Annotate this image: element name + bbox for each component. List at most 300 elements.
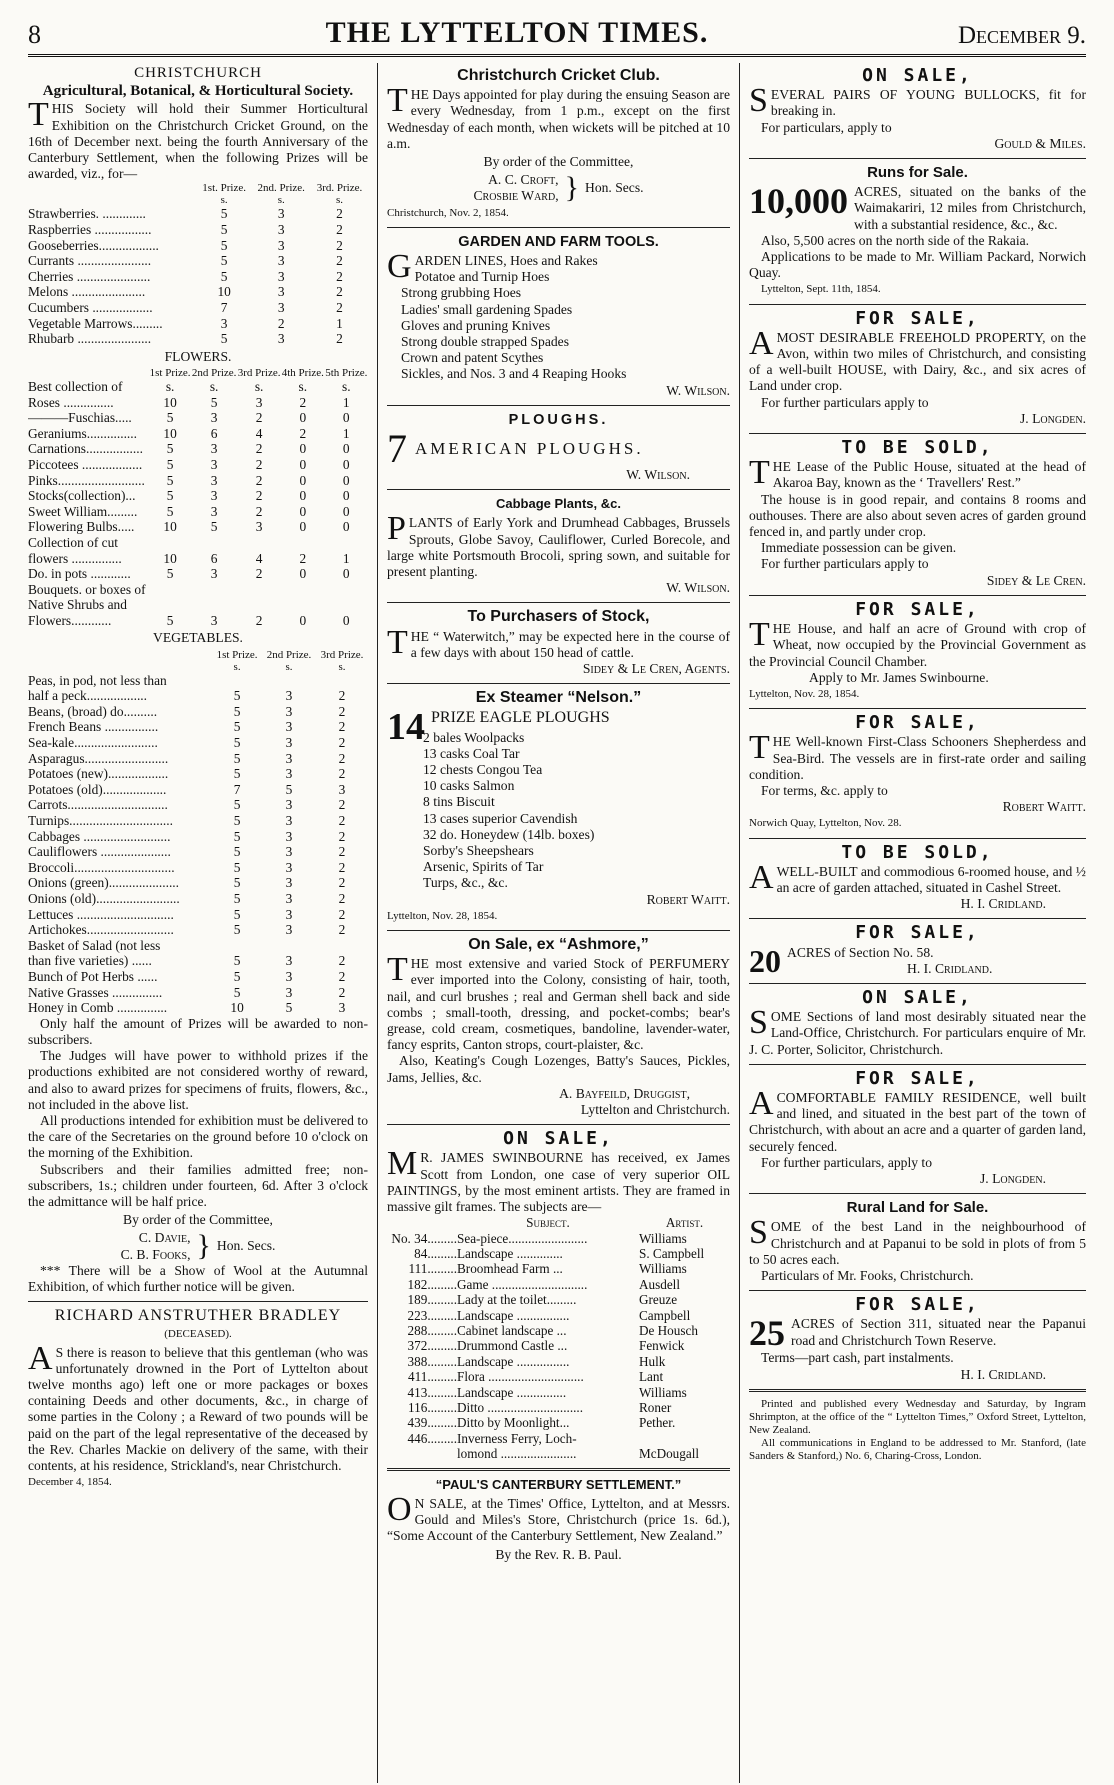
flower-row xyxy=(28,473,368,489)
divider xyxy=(28,1301,368,1302)
flower-row-cell: 2 xyxy=(255,488,263,504)
fruit-row-cell: 2 xyxy=(336,331,343,347)
veg-row-cell: 2 xyxy=(338,890,346,906)
divider xyxy=(749,1389,1086,1392)
painting-row-cell: Landscape ............... xyxy=(457,1384,567,1400)
veg-row xyxy=(28,766,368,782)
fruit-row-cell: Strawberries. ............. xyxy=(28,206,146,222)
flower-row-cell: Do. in pots ............ xyxy=(28,566,131,582)
flower-row-cell: ———Fuschias..... xyxy=(28,410,132,426)
flower-row-cell: 1 xyxy=(342,550,350,566)
veg-row-cell: 3 xyxy=(285,875,293,891)
painting-row xyxy=(387,1446,730,1461)
residence-for: For further particulars, apply to xyxy=(761,1154,933,1170)
divider xyxy=(387,683,730,684)
flower-row-cell: Pinks.......................... xyxy=(28,472,145,488)
landoffice-ad xyxy=(749,986,1086,1058)
veg-row-cell: Honey in Comb ............... xyxy=(28,1000,168,1016)
schooners-date: Norwich Quay, Lyttelton, Nov. 28. xyxy=(749,817,902,830)
painting-row xyxy=(387,1431,730,1446)
imprint-printer: Printed and published every Wednesday and Saturday, by Ingram Shrimpton, at the office of the “ Lyttelton Times,” Oxford Street, Lyttelton, New Zealand. xyxy=(749,1397,1086,1436)
veg-row-cell: Carrots.............................. xyxy=(28,797,168,813)
flower-row-cell: 5 xyxy=(166,612,174,628)
fruit-row-cell: 5 xyxy=(220,268,228,284)
painting-row-cell: Hulk xyxy=(638,1353,666,1369)
veg-row-cell: 2 xyxy=(338,859,346,875)
veg-row-cell: 10 xyxy=(230,1000,244,1016)
stock-body: THE “ Waterwitch,” may be expected here in the course of a few days with about 150 head of cattle. xyxy=(387,623,730,661)
section311-terms: Terms—part cash, part instalments. xyxy=(761,1350,954,1366)
painting-row-cell: 111......... xyxy=(408,1261,457,1277)
veg-row-cell: 3 xyxy=(338,1000,346,1016)
flower-row-cell: Flowering Bulbs..... xyxy=(28,519,135,535)
flower-row-cell xyxy=(191,597,237,613)
veg-row-cell: 5 xyxy=(233,875,241,891)
fruit-row xyxy=(28,331,368,347)
ashmore-heading: On Sale, ex “Ashmore,” xyxy=(468,935,649,953)
divider xyxy=(749,838,1086,839)
fruit-prize-table xyxy=(28,182,368,346)
landoffice-body: SOME Sections of land most desirably situated near the Land-Office, Christchurch. For particulars enquire of Mr. J. C. Porter, Solicitor, Christchurch. xyxy=(749,1004,1086,1057)
veg-row xyxy=(28,953,368,969)
fruit-row-cell: Raspberries ................. xyxy=(28,222,152,238)
nelson-quantity: 14 xyxy=(387,705,425,748)
veg-row-cell: 3 xyxy=(285,813,293,829)
veg-row-cell: Cauliflowers ..................... xyxy=(28,844,171,860)
veg-row-cell: 2 xyxy=(338,953,346,969)
flower-row-cell: 3 xyxy=(210,456,218,472)
painting-row-cell: Lady at the toilet......... xyxy=(457,1292,577,1308)
flower-row-cell: Native Shrubs and xyxy=(28,597,127,613)
schooners-ad xyxy=(749,712,1086,831)
painting-row xyxy=(387,1415,730,1430)
painting-row-cell: Ausdell xyxy=(638,1276,681,1292)
veg-row-cell: 3 xyxy=(285,688,293,704)
flower-header-row-cell: 3rd Prize. xyxy=(237,366,281,379)
vegetable-prize-table xyxy=(28,649,368,1016)
nelson-date: Lyttelton, Nov. 28, 1854. xyxy=(387,909,498,922)
fruit-units-row-cell: s. xyxy=(335,194,343,207)
veg-header-row-cell xyxy=(28,649,212,661)
veg-row-cell: 2 xyxy=(338,735,346,751)
flower-row-cell: 5 xyxy=(166,503,174,519)
fruit-row-cell: 7 xyxy=(220,299,228,315)
paintings-body: MR. JAMES SWINBOURNE has received, ex James Scott from London, one case of very superior OIL PAINTINGS, by the most eminent artists. They are framed in massive gilt frames. The subjects are— xyxy=(387,1145,730,1214)
cashel-ad xyxy=(749,841,1086,913)
residence-body: ACOMFORTABLE FAMILY RESIDENCE, well built and lined, and situated in the best part of the town of Christchurch, with about an acre and a quarter of garden land, securely fenced. xyxy=(749,1084,1086,1154)
bullocks-ad xyxy=(749,65,1086,152)
nelson-item: 32 do. Honeydew (14lb. boxes) xyxy=(423,826,595,842)
veg-row-cell: 5 xyxy=(233,735,241,751)
society-secretaries xyxy=(28,1230,368,1262)
veg-header-row-cell: 1st Prize. xyxy=(216,648,258,661)
section311-ad xyxy=(749,1294,1086,1383)
veg-row-cell: 3 xyxy=(285,703,293,719)
painting-row-cell: 182......... xyxy=(407,1276,457,1292)
flower-row xyxy=(28,519,368,535)
veg-row-cell: 5 xyxy=(233,890,241,906)
flower-row-cell: 0 xyxy=(342,410,350,426)
runs-apply: Applications to be made to Mr. William Packard, Norwich Quay. xyxy=(749,249,1086,281)
bullocks-for: For particulars, apply to xyxy=(761,119,892,135)
veg-units-row xyxy=(28,661,368,673)
flowers-heading: FLOWERS. xyxy=(164,348,232,364)
veg-row-cell: 2 xyxy=(338,766,346,782)
flower-row-cell: 0 xyxy=(342,566,350,582)
schooners-body: THE Well-known First-Class Schooners Shepherdess and Sea-Bird. The vessels are in first-rate order and sailing condition. xyxy=(749,729,1086,782)
fruit-row xyxy=(28,316,368,332)
fruit-units-row-cell: s. xyxy=(277,194,285,207)
travellers-detail: The house is in good repair, and contains 8 rooms and outhouses. There are also about seven acres of garden ground fenced in, and partly under crop. xyxy=(749,491,1086,540)
painting-row-cell: Cabinet landscape ... xyxy=(457,1323,567,1339)
painting-row xyxy=(387,1369,730,1384)
brace-glyph: } xyxy=(196,1229,211,1263)
veg-row-cell: 3 xyxy=(285,750,293,766)
veg-row-cell: 3 xyxy=(285,719,293,735)
cricket-order: By order of the Committee, xyxy=(483,154,634,170)
fruit-row-cell: Melons ...................... xyxy=(28,284,146,300)
painting-row-cell: De Housch xyxy=(638,1323,698,1339)
divider xyxy=(387,227,730,228)
vegetables-heading: VEGETABLES. xyxy=(153,630,243,646)
painting-row-cell xyxy=(639,1431,730,1446)
veg-row xyxy=(28,875,368,891)
fruit-row-cell: 5 xyxy=(220,253,228,269)
painting-row xyxy=(387,1354,730,1369)
painting-row-cell: 446......... xyxy=(407,1430,457,1446)
flower-row-cell: 3 xyxy=(210,612,218,628)
veg-row-cell: 3 xyxy=(285,906,293,922)
flower-row-cell: 2 xyxy=(255,441,263,457)
veg-row-cell: 2 xyxy=(338,922,346,938)
fruit-row-cell: 3 xyxy=(277,268,285,284)
painting-row-cell: Sea-piece........................ xyxy=(457,1230,588,1246)
veg-row xyxy=(28,782,368,798)
veg-row xyxy=(28,922,368,938)
section58-acreage: 20 xyxy=(749,942,781,979)
veg-row xyxy=(28,797,368,813)
veg-row-cell: half a peck.................. xyxy=(28,688,147,704)
painting-row-cell: Pether. xyxy=(638,1415,676,1431)
veg-row xyxy=(28,907,368,923)
flower-row-cell: 3 xyxy=(210,566,218,582)
paintings-table xyxy=(387,1215,730,1462)
society-note-3: All productions intended for exhibition must be delivered to the care of the Secretaries on the ground before 10 o'clock on the morning of the Exhibition. xyxy=(28,1112,368,1161)
ploughs-ad xyxy=(387,412,730,483)
wheat-apply: Apply to Mr. James Swinbourne. xyxy=(809,669,989,685)
fruit-row-cell: 2 xyxy=(336,206,343,222)
bradley-subheading: (DECEASED). xyxy=(164,1328,232,1341)
veg-row xyxy=(28,704,368,720)
flower-header-row-cell: 1st Prize. xyxy=(149,366,191,379)
fruit-row-cell: Vegetable Marrows......... xyxy=(28,315,163,331)
bullocks-heading: ON SALE, xyxy=(862,65,973,86)
divider xyxy=(387,1468,730,1471)
divider xyxy=(749,708,1086,709)
divider xyxy=(749,1064,1086,1065)
veg-row-cell: 2 xyxy=(338,750,346,766)
wheat-date: Lyttelton, Nov. 28, 1854. xyxy=(749,687,860,700)
veg-row-cell: 5 xyxy=(285,1000,293,1016)
veg-row-cell: Asparagus......................... xyxy=(28,750,169,766)
painting-row xyxy=(387,1292,730,1307)
cashel-body: AWELL-BUILT and commodious 6-roomed house, and ½ an acre of garden attached, situated in Cashel Street. xyxy=(749,858,1086,896)
fruit-units-row-cell: s. xyxy=(220,194,228,207)
veg-row xyxy=(28,1000,368,1016)
runs-also: Also, 5,500 acres on the north side of the Rakaia. xyxy=(761,232,1030,248)
fruit-row-cell: 2 xyxy=(336,284,343,300)
veg-row-cell: Onions (old)......................... xyxy=(28,890,180,906)
residence-heading: FOR SALE, xyxy=(855,1067,980,1089)
freehold-heading: FOR SALE, xyxy=(855,307,980,329)
society-heading-2: Agricultural, Botanical, & Horticultural Society. xyxy=(42,83,354,100)
fruit-row xyxy=(28,300,368,316)
fruit-row-cell: 3 xyxy=(277,299,285,315)
rural-particulars: Particulars of Mr. Fooks, Christchurch. xyxy=(761,1268,974,1283)
flower-row xyxy=(28,395,368,411)
veg-row-cell: 5 xyxy=(233,859,241,875)
veg-row xyxy=(28,969,368,985)
veg-units-row-cell: s. xyxy=(285,660,293,673)
nelson-first-line: PRIZE EAGLE PLOUGHS xyxy=(431,708,610,726)
painting-row-cell: McDougall xyxy=(638,1446,700,1462)
flower-row-cell: flowers ............... xyxy=(28,550,122,566)
nelson-item: 8 tins Biscuit xyxy=(423,794,495,810)
flower-row xyxy=(28,410,368,426)
veg-row xyxy=(28,735,368,751)
veg-row-cell: 5 xyxy=(233,813,241,829)
painting-row-cell: Campbell xyxy=(638,1307,691,1323)
painting-row-cell: Lant xyxy=(638,1369,664,1385)
veg-row xyxy=(28,860,368,876)
divider xyxy=(387,1124,730,1125)
flower-row-cell: 10 xyxy=(163,550,177,566)
flower-prize-table xyxy=(28,367,368,629)
veg-row xyxy=(28,829,368,845)
flower-row-cell: 5 xyxy=(166,410,174,426)
veg-row-cell: 3 xyxy=(285,922,293,938)
nelson-list xyxy=(387,730,730,892)
veg-row-cell: than five varieties) ...... xyxy=(28,953,152,969)
veg-row-cell: 2 xyxy=(338,797,346,813)
divider xyxy=(387,489,730,490)
painting-row-cell: 388......... xyxy=(407,1353,457,1369)
flower-row-cell: 0 xyxy=(299,410,307,426)
cricket-secretary-1: A. C. Croft, xyxy=(488,172,559,188)
veg-row-cell: 2 xyxy=(338,844,346,860)
wool-notice: *** There will be a Show of Wool at the Autumnal Exhibition, of which further notice will be given. xyxy=(28,1262,368,1294)
veg-row-cell xyxy=(316,673,368,689)
veg-row xyxy=(28,938,368,954)
rural-body: SOME of the best Land in the neighbourhood of Christchurch and at Papanui to be sold in plots of from 5 to 50 acres each. xyxy=(749,1214,1086,1267)
fruit-row-cell: 3 xyxy=(277,222,285,238)
painting-row xyxy=(387,1323,730,1338)
section58-body: ACRES of Section No. 58. xyxy=(787,944,934,960)
nelson-item: Turps, &c., &c. xyxy=(423,875,508,891)
fruit-units-row-cell xyxy=(28,194,197,206)
fruit-row-cell: 2 xyxy=(336,299,343,315)
issue-date: December 9. xyxy=(957,22,1086,49)
tools-list xyxy=(387,248,730,383)
divider xyxy=(749,918,1086,919)
veg-row-cell: 5 xyxy=(233,688,241,704)
hon-secs-label: Hon. Secs. xyxy=(216,1238,276,1254)
veg-row-cell: Potatoes (new).................. xyxy=(28,766,169,782)
nelson-item: Arsenic, Spirits of Tar xyxy=(423,859,544,875)
flower-row-cell: 5 xyxy=(166,472,174,488)
painting-row-cell: 116......... xyxy=(408,1400,457,1416)
veg-row-cell: Onions (green)..................... xyxy=(28,875,179,891)
painting-row-cell: 411......... xyxy=(408,1369,457,1385)
painting-row-cell: 372......... xyxy=(407,1338,457,1354)
flower-row-cell xyxy=(325,582,368,598)
ashmore-signature-2: Lyttelton and Christchurch. xyxy=(580,1101,730,1117)
fruit-row-cell: 5 xyxy=(220,206,228,222)
fruit-row-cell: 5 xyxy=(220,331,228,347)
flower-row-cell: 10 xyxy=(163,394,177,410)
flower-row xyxy=(28,613,368,629)
flower-row-cell: 10 xyxy=(163,425,177,441)
artist-column-header: Artist. xyxy=(665,1215,704,1231)
veg-row-cell: 5 xyxy=(233,766,241,782)
wheat-body: THE House, and half an acre of Ground with crop of Wheat, now occupied by the Provincial Government as the Provincial Council Chamber. xyxy=(749,616,1086,669)
flower-row xyxy=(28,597,368,613)
flower-row-cell: 5 xyxy=(166,566,174,582)
nelson-item: 12 chests Congou Tea xyxy=(423,761,543,777)
paul-body: ON SALE, at the Times' Office, Lyttelton, and at Messrs. Gould and Miles's Store, Christchurch (price 1s. 6d.), “Some Account of the Canterbury Settlement, New Zealand.” xyxy=(387,1490,730,1544)
flower-row-cell xyxy=(191,582,237,598)
fruit-row xyxy=(28,284,368,300)
veg-row-cell: 2 xyxy=(338,828,346,844)
travellers-heading: TO BE SOLD, xyxy=(841,437,994,459)
painting-row-cell: 413......... xyxy=(407,1384,457,1400)
flower-row-cell: 5 xyxy=(166,441,174,457)
fruit-row-cell: 2 xyxy=(336,222,343,238)
cricket-club-notice xyxy=(387,68,730,221)
stock-signature: Sidey & Le Cren, Agents. xyxy=(582,661,730,677)
painting-row-cell: No. 34......... xyxy=(391,1230,457,1246)
nelson-item: 13 cases superior Cavendish xyxy=(423,810,578,826)
painting-row-cell: Landscape .............. xyxy=(457,1246,563,1261)
divider xyxy=(749,158,1086,159)
flower-row-cell: 5 xyxy=(166,456,174,472)
flower-row xyxy=(28,504,368,520)
flower-row-cell: 3 xyxy=(210,441,218,457)
painting-row-cell: Williams xyxy=(638,1384,687,1400)
veg-row-cell xyxy=(212,673,262,689)
cricket-secretaries xyxy=(387,172,730,204)
fruit-row-cell: 2 xyxy=(336,253,343,269)
fruit-units-row xyxy=(28,194,368,206)
ashmore-ad xyxy=(387,937,730,1118)
flower-row-cell: 3 xyxy=(210,503,218,519)
landoffice-heading: ON SALE, xyxy=(862,986,973,1008)
flower-row-cell: 1 xyxy=(342,425,350,441)
cricket-date: Christchurch, Nov. 2, 1854. xyxy=(387,206,509,219)
veg-row-cell: 5 xyxy=(233,922,241,938)
flower-row-cell: 4 xyxy=(255,425,263,441)
paintings-ad xyxy=(387,1128,730,1462)
painting-row xyxy=(387,1231,730,1246)
veg-row-cell: 5 xyxy=(233,719,241,735)
fruit-header-row-cell: 2nd. Prize. xyxy=(257,182,305,195)
veg-row-cell: 2 xyxy=(338,906,346,922)
flower-row-cell: 5 xyxy=(210,394,218,410)
veg-row-cell: 3 xyxy=(285,797,293,813)
veg-row-cell: 2 xyxy=(338,813,346,829)
freehold-ad xyxy=(749,307,1086,427)
tools-item: Strong grubbing Hoes xyxy=(401,285,522,301)
flower-header-row-cell xyxy=(28,367,149,379)
divider xyxy=(749,595,1086,596)
bradley-date: December 4, 1854. xyxy=(28,1476,112,1489)
veg-row-cell: 2 xyxy=(338,719,346,735)
veg-row-cell xyxy=(262,673,316,689)
painting-row-cell: Fenwick xyxy=(638,1338,685,1354)
veg-row-cell: Native Grasses ............... xyxy=(28,984,163,1000)
flower-row-cell: Piccotees .................. xyxy=(28,456,143,472)
veg-row xyxy=(28,891,368,907)
section311-signature: H. I. Cridland. xyxy=(960,1366,1046,1382)
flower-row xyxy=(28,441,368,457)
travellers-ad xyxy=(749,437,1086,589)
imprint xyxy=(749,1398,1086,1463)
painting-row-cell: 439......... xyxy=(407,1415,457,1431)
flower-subheader-row-cell: s. xyxy=(209,378,219,394)
flower-row-cell xyxy=(191,535,237,551)
flower-header-row-cell: 4th Prize. xyxy=(281,366,324,379)
fruit-row-cell: 10 xyxy=(217,284,231,300)
flower-row xyxy=(28,566,368,582)
flower-subheader-row-cell: s. xyxy=(341,378,351,394)
veg-row-cell xyxy=(212,938,262,954)
veg-row-cell xyxy=(262,938,316,954)
veg-row-cell: 2 xyxy=(338,703,346,719)
residence-ad xyxy=(749,1067,1086,1187)
flower-row-cell: 3 xyxy=(210,488,218,504)
veg-row-cell: 5 xyxy=(285,781,293,797)
tools-item: Strong double strapped Spades xyxy=(401,334,570,350)
ploughs-signature: W. Wilson. xyxy=(626,467,690,483)
painting-row-cell: 84......... xyxy=(414,1246,457,1261)
ashmore-also: Also, Keating's Cough Lozenges, Batty's Sauces, Pickles, Jams, Jellies, &c. xyxy=(387,1053,730,1085)
column-2 xyxy=(378,63,740,1783)
nelson-item: 13 casks Coal Tar xyxy=(423,745,520,761)
tools-heading: GARDEN AND FARM TOOLS. xyxy=(458,233,659,250)
veg-row-cell: Artichokes.......................... xyxy=(28,922,174,938)
fruit-row-cell: 2 xyxy=(336,237,343,253)
nelson-item: 10 casks Salmon xyxy=(423,778,515,794)
fruit-row-cell: 5 xyxy=(220,222,228,238)
bradley-heading: RICHARD ANSTRUTHER BRADLEY xyxy=(54,1307,342,1325)
veg-row-cell: Beans, (broad) do.......... xyxy=(28,703,158,719)
flower-subheader-row xyxy=(28,379,368,395)
painting-row xyxy=(387,1308,730,1323)
flower-row-cell: 0 xyxy=(299,566,307,582)
flower-row-cell: 0 xyxy=(342,488,350,504)
flower-subheader-row-cell: Best collection of xyxy=(28,378,123,394)
painting-row xyxy=(387,1246,730,1261)
painting-row-cell: 288......... xyxy=(407,1323,457,1339)
veg-units-row-cell: s. xyxy=(233,660,241,673)
flower-row-cell: 5 xyxy=(166,488,174,504)
painting-row-cell: 189......... xyxy=(407,1292,457,1308)
society-intro: THIS Society will hold their Summer Horticultural Exhibition on the Christchurch Cricket Ground, on the 16th of December next. being the fourth Anniversary of the Canterbury Settlement, when the following Prizes will be awarded, viz., for— xyxy=(28,96,368,182)
flower-row xyxy=(28,426,368,442)
nelson-item: 2 bales Woolpacks xyxy=(423,729,525,745)
painting-row-cell: Drummond Castle ... xyxy=(457,1338,568,1354)
divider xyxy=(749,304,1086,305)
